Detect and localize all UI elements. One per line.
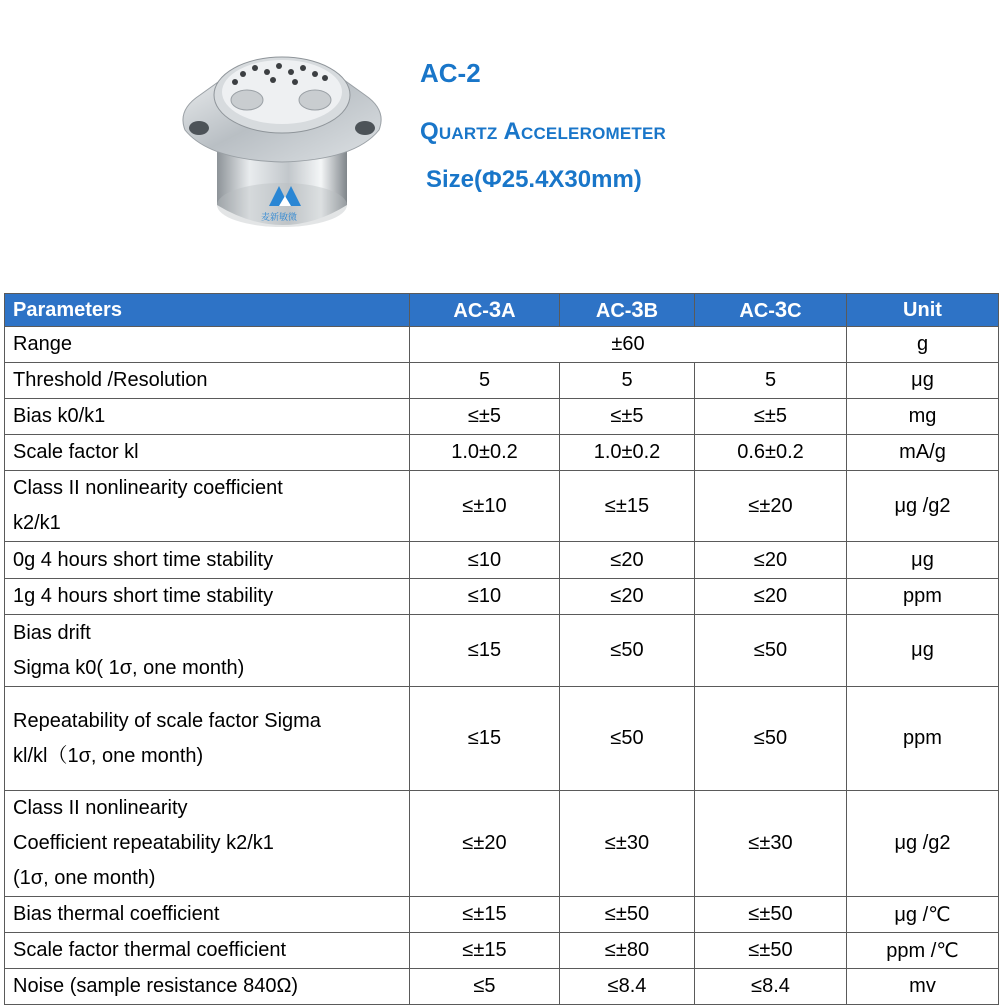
- param-line: Coefficient repeatability k2/k1: [13, 832, 274, 854]
- table-row: [5, 969, 999, 1005]
- value-cell-ac3b: ≤20: [560, 542, 695, 579]
- value-cell-ac3a: ≤5: [410, 969, 560, 1005]
- table-row: [5, 327, 999, 363]
- param-line: Noise (sample resistance 840Ω): [13, 975, 299, 997]
- param-cell: [5, 399, 410, 435]
- param-cell: [5, 471, 410, 542]
- value-cell-ac3a: ≤15: [410, 615, 560, 687]
- value-cell-ac3b: 1.0±0.2: [560, 435, 695, 471]
- table-row: [5, 542, 999, 579]
- param-line: Class II nonlinearity: [13, 797, 188, 819]
- value-cell-ac3a: ≤10: [410, 579, 560, 615]
- value-cell-ac3b: ≤±15: [560, 471, 695, 542]
- header-ac3b: [560, 294, 695, 327]
- unit-cell: μg: [847, 542, 999, 579]
- value-cell-ac3c: ≤20: [695, 542, 847, 579]
- header-ac3a-suffix: A: [501, 300, 516, 322]
- header-ac3c: [695, 294, 847, 327]
- unit-cell: mg: [847, 399, 999, 435]
- value-cell-merged: ±60: [410, 327, 847, 363]
- spec-table: [4, 293, 999, 1005]
- value-cell-ac3c: ≤±50: [695, 897, 847, 933]
- param-line: Threshold /Resolution: [13, 369, 208, 391]
- table-header-row: [5, 294, 999, 327]
- param-cell: [5, 933, 410, 969]
- param-cell: [5, 327, 410, 363]
- value-cell-ac3b: ≤±30: [560, 791, 695, 897]
- value-cell-ac3c: ≤±5: [695, 399, 847, 435]
- table-row: [5, 399, 999, 435]
- value-cell-ac3c: ≤±50: [695, 933, 847, 969]
- value-cell-ac3c: ≤50: [695, 615, 847, 687]
- param-line: Bias drift: [13, 621, 91, 644]
- value-cell-ac3a: 5: [410, 363, 560, 399]
- param-line: Repeatability of scale factor Sigma: [13, 709, 321, 732]
- unit-cell: μg: [847, 363, 999, 399]
- param-line: Scale factor thermal coefficient: [13, 939, 287, 961]
- unit-cell: μg /℃: [847, 897, 999, 933]
- header-unit: Unit: [847, 294, 999, 327]
- param-line: Range: [13, 333, 72, 355]
- product-title: AC-2: [420, 58, 481, 88]
- param-line: k2/k1: [13, 512, 61, 534]
- value-cell-ac3c: ≤±20: [695, 471, 847, 542]
- param-line: 0g 4 hours short time stability: [13, 548, 274, 571]
- unit-cell: mA/g: [847, 435, 999, 471]
- table-row: [5, 897, 999, 933]
- unit-cell: ppm: [847, 687, 999, 791]
- value-cell-ac3a: ≤15: [410, 687, 560, 791]
- table-row: [5, 687, 999, 791]
- product-photo: [175, 0, 390, 245]
- header-ac3a-prefix: AC-: [453, 300, 489, 322]
- value-cell-ac3c: ≤8.4: [695, 969, 847, 1005]
- value-cell-ac3c: ≤±30: [695, 791, 847, 897]
- value-cell-ac3a: ≤±15: [410, 933, 560, 969]
- param-cell: [5, 897, 410, 933]
- product-size: Size(Φ25.4X30mm): [426, 166, 642, 193]
- spec-table-body: [5, 327, 999, 1005]
- brand-logo-icon: [265, 180, 305, 210]
- header-ac3a: [410, 294, 560, 327]
- table-row: [5, 933, 999, 969]
- param-line: Bias k0/k1: [13, 405, 106, 427]
- param-line: Bias thermal coefficient: [13, 903, 220, 925]
- unit-cell: ppm /℃: [847, 933, 999, 969]
- table-row: [5, 363, 999, 399]
- param-cell: [5, 363, 410, 399]
- unit-cell: μg: [847, 615, 999, 687]
- value-cell-ac3b: ≤50: [560, 687, 695, 791]
- header-ac3b-num: 3: [631, 297, 644, 322]
- table-row: [5, 615, 999, 687]
- param-cell: [5, 969, 410, 1005]
- header-ac3c-suffix: C: [787, 300, 802, 322]
- param-cell: [5, 791, 410, 897]
- table-row: [5, 579, 999, 615]
- value-cell-ac3b: ≤±80: [560, 933, 695, 969]
- value-cell-ac3b: ≤±50: [560, 897, 695, 933]
- value-cell-ac3b: 5: [560, 363, 695, 399]
- value-cell-ac3b: ≤8.4: [560, 969, 695, 1005]
- param-line: (1σ, one month): [13, 867, 156, 889]
- param-cell: [5, 615, 410, 687]
- table-row: [5, 791, 999, 897]
- param-line: kl/kl（1σ, one month): [13, 744, 204, 767]
- value-cell-ac3a: ≤±5: [410, 399, 560, 435]
- value-cell-ac3b: ≤50: [560, 615, 695, 687]
- param-cell: [5, 435, 410, 471]
- value-cell-ac3c: 0.6±0.2: [695, 435, 847, 471]
- unit-cell: μg /g2: [847, 471, 999, 542]
- param-line: Sigma k0( 1σ, one month): [13, 656, 245, 679]
- unit-cell: mv: [847, 969, 999, 1005]
- brand-logo-text: 麦新敏微: [261, 213, 298, 223]
- value-cell-ac3a: ≤10: [410, 542, 560, 579]
- header-ac3c-prefix: AC-: [739, 300, 775, 322]
- param-line: Class II nonlinearity coefficient: [13, 477, 283, 499]
- value-cell-ac3a: ≤±10: [410, 471, 560, 542]
- header-ac3b-prefix: AC-: [595, 300, 632, 322]
- value-cell-ac3a: ≤±20: [410, 791, 560, 897]
- unit-cell: μg /g2: [847, 791, 999, 897]
- header-ac3b-suffix: B: [643, 300, 659, 322]
- header-parameters: Parameters: [5, 294, 410, 327]
- value-cell-ac3c: ≤50: [695, 687, 847, 791]
- product-subtitle: Quartz Accelerometer: [420, 118, 666, 145]
- header-ac3c-num: 3: [774, 297, 788, 322]
- param-cell: [5, 579, 410, 615]
- value-cell-ac3a: ≤±15: [410, 897, 560, 933]
- param-cell: [5, 687, 410, 791]
- param-line: Scale factor kl: [13, 441, 139, 463]
- value-cell-ac3a: 1.0±0.2: [410, 435, 560, 471]
- param-cell: [5, 542, 410, 579]
- unit-cell: ppm: [847, 579, 999, 615]
- value-cell-ac3c: ≤20: [695, 579, 847, 615]
- value-cell-ac3b: ≤20: [560, 579, 695, 615]
- unit-cell: g: [847, 327, 999, 363]
- value-cell-ac3c: 5: [695, 363, 847, 399]
- param-line: 1g 4 hours short time stability: [13, 585, 274, 607]
- value-cell-ac3b: ≤±5: [560, 399, 695, 435]
- table-row: [5, 435, 999, 471]
- header-ac3a-num: 3: [488, 297, 502, 322]
- table-row: [5, 471, 999, 542]
